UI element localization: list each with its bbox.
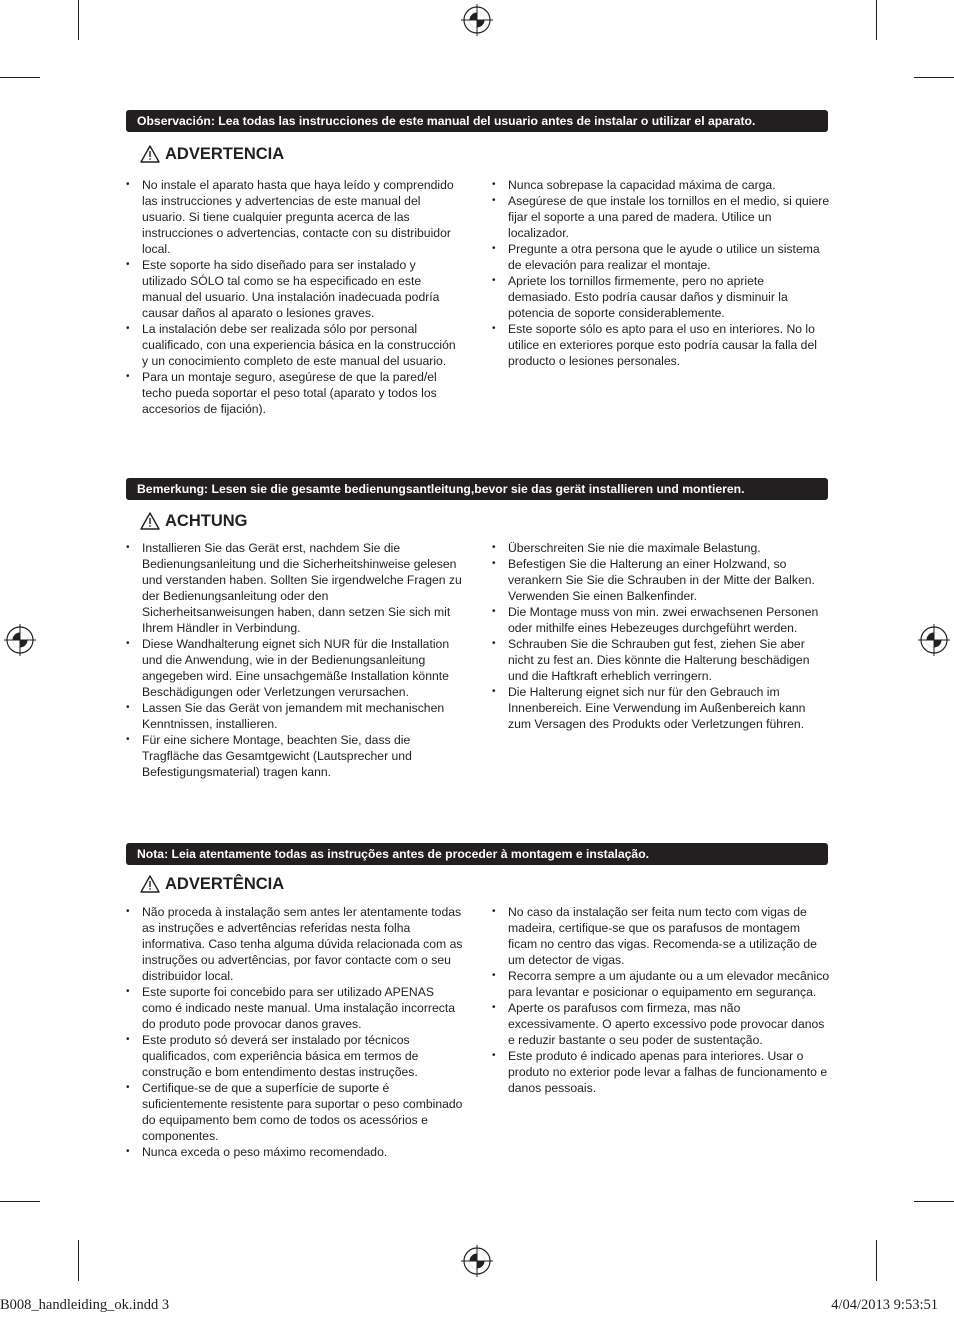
list-item: • Este suporte foi concebido para ser utilizado APENAS como é indicado neste manual. Uma instalação incorrecta do produto pode provocar danos graves. <box>126 984 463 1032</box>
list-item: • Este produto só deverá ser instalado por técnicos qualificados, com experiência básica em termos de construção e bom entendimento destas instruções. <box>126 1032 463 1080</box>
list-item: • Não proceda à instalação sem antes ler atentamente todas as instruções e advertências referidas nesta folha informativa. Caso tenha alguma dúvida relacionada com as instruções ou advertências, por favor contacte com o seu distribuidor local. <box>126 904 463 984</box>
note-bar: Bemerkung: Lesen sie die gesamte bedienungsantleitung,bevor sie das gerät installieren und montieren. <box>126 478 828 500</box>
crop-mark <box>0 1201 40 1202</box>
instruction-list-right <box>492 540 830 732</box>
list-item: • Installieren Sie das Gerät erst, nachdem Sie die Bedienungsanleitung und die Sicherheitshinweise gelesen und verstanden haben. Sollten Sie irgendwelche Fragen zu der Bedienungsanleitung oder den Sicherheitsanweisungen haben, dann setzen Sie sich mit Ihrem Händler in Verbindung. <box>126 540 463 636</box>
instruction-list-right <box>492 177 830 369</box>
note-bar: Nota: Leia atentamente todas as instruções antes de proceder à montagem e instalação. <box>126 843 828 865</box>
list-item: • Nunca exceda o peso máximo recomendado. <box>126 1144 463 1160</box>
list-item: • La instalación debe ser realizada sólo por personal cualificado, con una experiencia básica en la construcción y un conocimiento completo de este manual del usuario. <box>126 321 463 369</box>
list-item: • Aperte os parafusos com firmeza, mas não excessivamente. O aperto excessivo pode provocar danos e reduzir bastante o seu poder de sustentação. <box>492 1000 830 1048</box>
list-item: • Befestigen Sie die Halterung an einer Holzwand, so verankern Sie Sie die Schrauben in der Mitte der Balken. Verwenden Sie einen Balkenfinder. <box>492 556 830 604</box>
instruction-list-right <box>492 904 830 1096</box>
list-item: • Para un montaje seguro, asegúrese de que la pared/el techo pueda soportar el peso total (aparato y todos los accesorios de fijación). <box>126 369 463 417</box>
section-german <box>126 478 828 798</box>
list-item: • No caso da instalação ser feita num tecto com vigas de madeira, certifique-se que os parafusos de montagem ficam no centro das vigas. Recomenda-se a utilização de um detector de vigas. <box>492 904 830 968</box>
footer-filename: B008_handleiding_ok.indd 3 <box>0 1297 170 1313</box>
list-item: • Certifique-se de que a superfície de suporte é suficientemente resistente para suportar o peso combinado do equipamento bem como de todos os acessórios e componentes. <box>126 1080 463 1144</box>
list-item: • Für eine sichere Montage, beachten Sie, dass die Tragfläche das Gesamtgewicht (Lautsprecher und Befestigungsmaterial) tragen kann. <box>126 732 463 780</box>
instruction-list-left <box>126 540 463 780</box>
warning-triangle-icon <box>140 512 160 530</box>
crop-mark <box>914 1201 954 1202</box>
crop-mark <box>914 77 954 78</box>
list-item: • Este soporte sólo es apto para el uso en interiores. No lo utilice en exteriores porque esto podría causar la falla del producto o lesiones personales. <box>492 321 830 369</box>
list-item: • Este produto é indicado apenas para interiores. Usar o produto no exterior pode levar a falhas de funcionamento e danos pessoais. <box>492 1048 830 1096</box>
warning-heading-text: ADVERTENCIA <box>165 145 285 163</box>
list-item: • Lassen Sie das Gerät von jemandem mit mechanischen Kenntnissen, installieren. <box>126 700 463 732</box>
list-item: • Schrauben Sie die Schrauben gut fest, ziehen Sie aber nicht zu fest an. Dies könnte die Halterung beschädigen und die Haftkraft erheblich verringern. <box>492 636 830 684</box>
crop-mark <box>78 0 79 40</box>
crop-mark <box>78 1240 79 1281</box>
section-spanish <box>126 110 828 430</box>
list-item: • Recorra sempre a um ajudante ou a um elevador mecânico para levantar e posicionar o equipamento em segurança. <box>492 968 830 1000</box>
warning-heading-text: ACHTUNG <box>165 512 248 530</box>
footer-timestamp: 4/04/2013 9:53:51 <box>831 1297 938 1313</box>
list-item: • Pregunte a otra persona que le ayude o utilice un sistema de elevación para realizar el montaje. <box>492 241 830 273</box>
list-item: • Die Montage muss von min. zwei erwachsenen Personen oder mithilfe eines Hebezeuges durchgeführt werden. <box>492 604 830 636</box>
registration-mark-icon <box>461 4 493 36</box>
warning-heading <box>140 872 284 896</box>
registration-mark-icon <box>918 624 950 656</box>
note-bar: Observación: Lea todas las instrucciones de este manual del usuario antes de instalar o utilizar el aparato. <box>126 110 828 132</box>
registration-mark-icon <box>4 624 36 656</box>
warning-heading-text: ADVERTÊNCIA <box>165 875 285 893</box>
list-item: • Asegúrese de que instale los tornillos en el medio, si quiere fijar el soporte a una pared de madera. Utilice un localizador. <box>492 193 830 241</box>
warning-heading <box>140 142 284 166</box>
registration-mark-icon <box>461 1245 493 1277</box>
crop-mark <box>876 1240 877 1281</box>
instruction-list-left <box>126 904 463 1160</box>
list-item: • Überschreiten Sie nie die maximale Belastung. <box>492 540 830 556</box>
crop-mark <box>876 0 877 40</box>
section-portuguese <box>126 843 828 1173</box>
list-item: • Este soporte ha sido diseñado para ser instalado y utilizado SÓLO tal como se ha especificado en este manual del usuario. Una instalación inadecuada podría causar daños al aparato o lesiones graves. <box>126 257 463 321</box>
warning-heading <box>140 509 248 533</box>
warning-triangle-icon <box>140 145 160 163</box>
list-item: • No instale el aparato hasta que haya leído y comprendido las instrucciones y advertencias de este manual del usuario. Si tiene cualquier pregunta acerca de las instrucciones o advertencias, contacte con su distribuidor local. <box>126 177 463 257</box>
instruction-list-left <box>126 177 463 417</box>
list-item: • Diese Wandhalterung eignet sich NUR für die Installation und die Anwendung, wie in der Bedienungsanleitung angegeben wird. Eine unsachgemäße Installation könnte Beschädigungen oder Verletzungen verursachen. <box>126 636 463 700</box>
list-item: • Die Halterung eignet sich nur für den Gebrauch im Innenbereich. Eine Verwendung im Außenbereich kann zum Versagen des Produkts oder Verletzungen führen. <box>492 684 830 732</box>
list-item: • Apriete los tornillos firmemente, pero no apriete demasiado. Esto podría causar daños y disminuir la potencia de soporte considerablemente. <box>492 273 830 321</box>
warning-triangle-icon <box>140 875 160 893</box>
list-item: • Nunca sobrepase la capacidad máxima de carga. <box>492 177 830 193</box>
crop-mark <box>0 77 40 78</box>
